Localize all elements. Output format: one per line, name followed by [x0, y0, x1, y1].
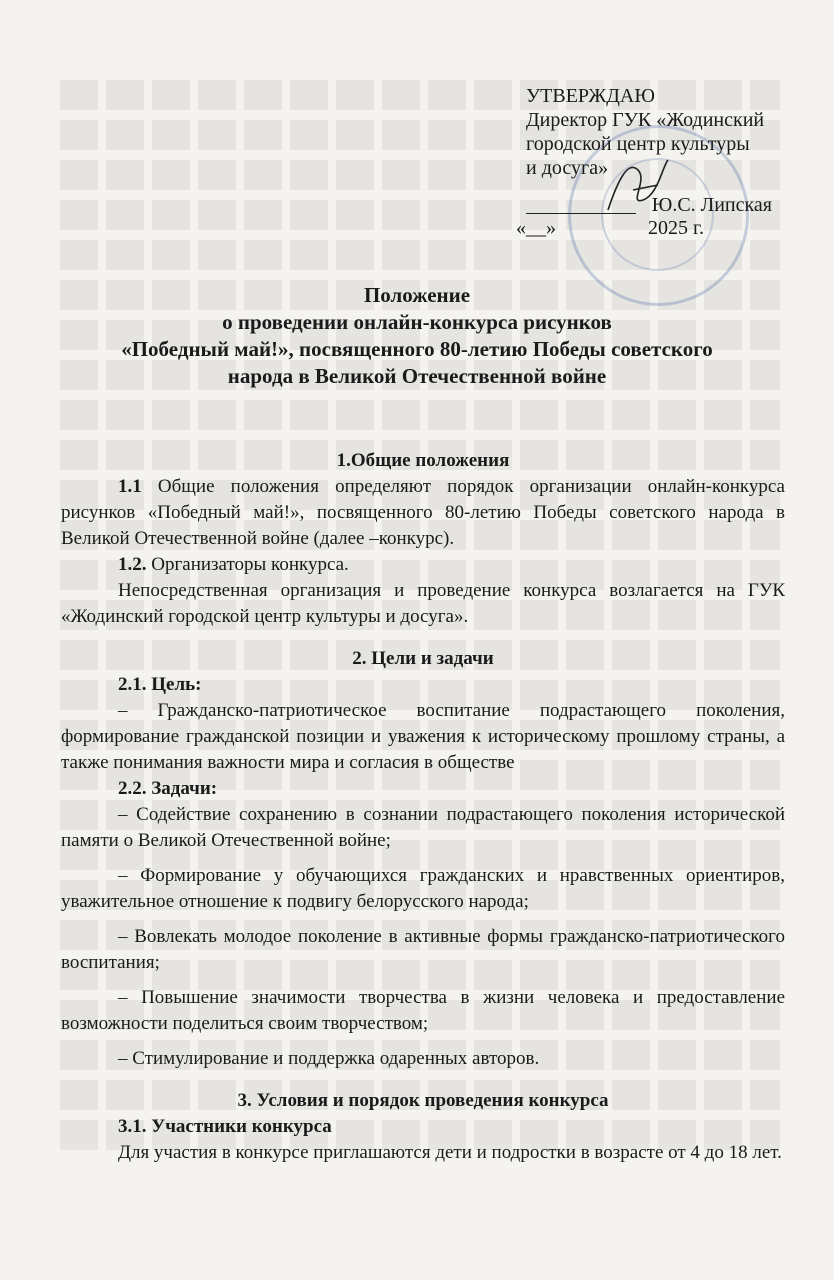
date-year: 2025 г.: [648, 217, 704, 239]
signature-row: [526, 193, 786, 217]
title-line-1: Положение: [363, 283, 471, 307]
section-3-heading: 3. Условия и порядок проведения конкурса: [237, 1090, 609, 1111]
title-line-3: «Победный май!», посвященного 80-летию Победы советского: [121, 337, 713, 361]
document-title: [40, 282, 794, 390]
participants-text: Для участия в конкурсе приглашаются дети и подростки в возрасте от 4 до 18 лет.: [118, 1142, 782, 1163]
task-5: – Стимулирование и поддержка одаренных авторов.: [118, 1048, 540, 1069]
approval-position-2: городской центр культуры: [526, 133, 750, 155]
document-body: [61, 448, 785, 1166]
clause-2-1: 2.1. Цель:: [118, 674, 202, 695]
clause-1-2-text: Организаторы конкурса.: [146, 554, 349, 575]
section-2-heading: 2. Цели и задачи: [352, 648, 494, 669]
clause-1-2-body: Непосредственная организация и проведение конкурса возлагается на ГУК «Жодинский городской центр культуры и досуга».: [61, 580, 785, 627]
task-2: – Формирование у обучающихся гражданских и нравственных ориентиров, уважительное отношение к подвигу белорусского народа;: [61, 865, 785, 912]
clause-3-1: 3.1. Участники конкурса: [118, 1116, 332, 1137]
section-1-heading: 1.Общие положения: [336, 450, 510, 471]
clause-1-2: [61, 552, 785, 578]
title-line-2: о проведении онлайн-конкурса рисунков: [222, 310, 612, 334]
task-4: – Повышение значимости творчества в жизни человека и предоставление возможности поделиться своим творчеством;: [61, 987, 785, 1034]
clause-1-2-number: 1.2.: [118, 554, 147, 575]
task-1: – Содействие сохранению в сознании подрастающего поколения исторической памяти о Великой Отечественной войне;: [61, 804, 785, 851]
signature-line: [526, 213, 636, 214]
task-3: – Вовлекать молодое поколение в активные формы гражданско-патриотического воспитания;: [61, 926, 785, 973]
approval-position-3: и досуга»: [526, 157, 609, 179]
approval-block: [526, 84, 786, 180]
clause-1-1: [61, 474, 785, 552]
title-line-4: народа в Великой Отечественной войне: [227, 364, 607, 388]
date-day: «__»: [516, 217, 556, 239]
approval-heading: УТВЕРЖДАЮ: [526, 85, 655, 107]
clause-1-1-text: Общие положения определяют порядок организации онлайн-конкурса рисунков «Победный май!», посвященного 80-летию Победы советского народа в Великой Отечественной войне (далее –конкурс).: [61, 476, 785, 549]
clause-1-1-number: 1.1: [118, 476, 142, 497]
goal-text: – Гражданско-патриотическое воспитание подрастающего поколения, формирование гражданской позиции и уважения к историческому прошлому страны, а также понимания важности мира и согласия в обществе: [61, 700, 785, 773]
approval-position-1: Директор ГУК «Жодинский: [526, 109, 765, 131]
clause-2-2: 2.2. Задачи:: [118, 778, 218, 799]
date-row: [516, 216, 776, 240]
signer-name: Ю.С. Липская: [651, 194, 772, 216]
